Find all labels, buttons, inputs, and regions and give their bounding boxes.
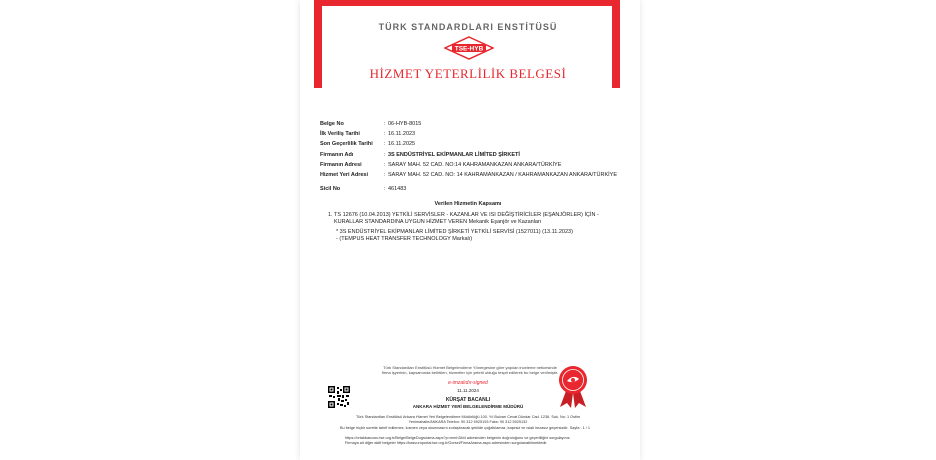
- field-value: SARAY MAH. 52 CAD. NO: 14 KAHRAMANKAZAN / KAHRAMANKAZAN ANKARA/TÜRKİYE: [388, 172, 618, 178]
- red-seal-icon: [558, 365, 588, 409]
- field-value: 16.11.2025: [388, 141, 416, 147]
- validity-note: [340, 426, 590, 431]
- field-label: Belge No: [320, 121, 344, 127]
- other-certificates-link[interactable]: Firmaya ait diğer aktif belgeler https://basvuruportal.tse.org.tr/Gorsel/FirmaArama.aspx adresinden sorgulanabilmektedir.: [345, 441, 548, 446]
- tse-hyb-logo: [444, 36, 494, 60]
- red-ribbon-top: [314, 0, 620, 6]
- verify-link[interactable]: https://ortakbasvuru.tse.org.tr/Belge/BelgeDogrulama.aspx?p=mmh34t4 adresinden belgenin doğruluğunu ve geçerliliğini sorgulayınız.: [345, 436, 571, 440]
- signer-name: KÜRŞAT BACANLI: [445, 397, 491, 403]
- e-signature-label: e-imzalıdır-signed: [448, 380, 488, 386]
- signer-title: ANKARA HİZMET YERİ BELGELENDİRME MÜDÜRÜ: [412, 404, 524, 409]
- scope-heading: Verilen Hizmetin Kapsamı: [434, 201, 502, 207]
- institution-name: TÜRK STANDARDLARI ENSTİTÜSÜ: [378, 22, 558, 32]
- field-label: Son Geçerlilik Tarihi: [320, 141, 373, 147]
- scope-item-3: - (TEMPUS HEAT TRANSFER TECHNOLOGY Markalı): [336, 236, 473, 242]
- scope-item-1-line-2: KURALLAR STANDARDINA UYGUN HİZMET VEREN Mekanik Eşanjör ve Kazanları: [334, 219, 542, 225]
- field-label: Hizmet Yeri Adresi: [320, 172, 368, 178]
- page-number: Sayfa : 1 / 1: [569, 426, 590, 430]
- logo-text: TSE-HYB: [454, 45, 484, 53]
- verification-links: [345, 436, 585, 447]
- footer-note: Türk Standardları Enstitüsü Hizmet Belgelendirme Yönergesine göre yapılan inceleme neticesinde firma işyerinin, kapsamında belirtilen, hizmetler için yeterli olduğu tespit edilerek bu belge verilmiştir.: [381, 365, 559, 375]
- field-label: İlk Veriliş Tarihi: [320, 131, 360, 137]
- field-value: 3S ENDÜSTRİYEL EKİPMANLAR LİMİTED ŞİRKETİ: [388, 152, 520, 158]
- scope-item-2: * 3S ENDÜSTRİYEL EKİPMANLAR LİMİTED ŞİRKETİ YETKİLİ SERVİSİ (1527011) (13.11.2023): [336, 229, 573, 235]
- validity-text: Bu belge hiçbir surette tahrif edilemez, kısmen veya okunmasını zorlaştıracak şekilde çoğaltılamaz, kaşesiz ve ıslak imzasız geçersizdir.: [340, 426, 569, 430]
- field-value: 461483: [388, 186, 407, 192]
- field-label: Firmanın Adresi: [320, 162, 362, 168]
- field-value: SARAY MAH. 52 CAD. NO:14 KAHRAMANKAZAN ANKARA/TÜRKİYE: [388, 162, 562, 168]
- field-value: 16.11.2023: [388, 131, 416, 137]
- office-address: Türk Standardları Enstitüsü Ankara Hizmet Yeri Belgelendirme Müdürlüğü 100. Yıl Bulvarı Cevat Dündar Cad. 1236. Sok. No: 1 Ostim Yenimahalle/ANKARA Telefon: 90 312 5925193 Faks: 90 312 5925132: [355, 415, 581, 424]
- field-label: Sicil No: [320, 186, 341, 192]
- field-label: Firmanın Adı: [320, 152, 354, 158]
- field-value: 06-HYB-8015: [388, 121, 422, 127]
- scope-item-1-line-1: 1. TS 12676 (10.04.2013) YETKİLİ SERVİSLER - KAZANLAR VE ISI DEĞİŞTİRİCİLER (EŞANJÖRLER) İÇİN -: [328, 212, 599, 218]
- certificate-title: HİZMET YETERLİLİK BELGESİ: [369, 66, 567, 81]
- signature-date: 11.11.2024: [457, 388, 479, 393]
